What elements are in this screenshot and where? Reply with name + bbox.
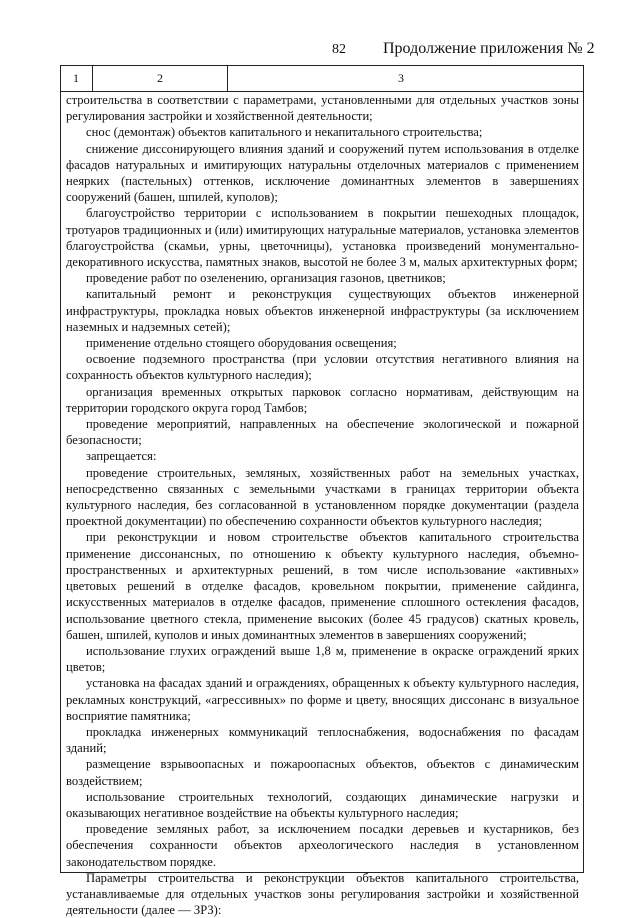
paragraph: проведение строительных, земляных, хозяйственных работ на земельных участках, непосредственно связанных с земельными участками в границах территории объекта культурного наследия, без согласованной в установленном порядке документации (раздела проектной документации) по обеспечению сохранности объектов культурного наследия; — [66, 465, 579, 529]
paragraph: прокладка инженерных коммуникаций теплоснабжения, водоснабжения по фасадам зданий; — [66, 724, 579, 756]
paragraph: снижение диссонирующего влияния зданий и сооружений путем использования в отделке фасадов натуральных и имитирующих натуральны отделочных материалов с применением неярких (пастельных) оттенков, исключение доминантных элементов в завершениях сооружений (башен, шпилей, куполов); — [66, 141, 579, 205]
paragraph: размещение взрывоопасных и пожароопасных объектов, объектов с динамическим воздействием; — [66, 757, 579, 788]
column-2-number: 2 — [157, 71, 163, 85]
paragraph: строительства в соответствии с параметрами, установленными для отдельных участков зоны регулирования застройки и хозяйственной деятельности; — [66, 93, 579, 124]
paragraph: проведение мероприятий, направленных на обеспечение экологической и пожарной безопасности; — [66, 417, 579, 448]
column-divider — [227, 66, 228, 91]
paragraph: организация временных открытых парковок согласно нормативам, действующим на территории городского округа город Тамбов; — [66, 384, 579, 415]
paragraph: использование глухих ограждений выше 1,8 м, применение в окраске ограждений ярких цветов; — [66, 643, 579, 675]
paragraph: снос (демонтаж) объектов капитального и некапитального строительства; — [86, 125, 483, 140]
column-number-row — [61, 66, 583, 92]
paragraph: использование строительных технологий, создающих динамические нагрузки и оказывающих негативное воздействие на объекты культурного наследия; — [66, 789, 579, 820]
column-divider — [92, 66, 93, 91]
paragraph: запрещается: — [86, 449, 157, 464]
paragraph: благоустройство территории с использованием в покрытии пешеходных площадок, тротуаров традиционных и (или) имитирующих натуральные материалов, установка элементов благоустройства (скамьи, урны, цветочницы), установка произведений монументально-декоративного искусства, памятных знаков, высотой не более 3 м, малых архитектурных форм; — [66, 206, 579, 270]
paragraph: капитальный ремонт и реконструкция существующих объектов инженерной инфраструктуры, прокладка новых объектов инженерной инфраструктуры (за исключением наземных и надземных сетей); — [66, 287, 579, 334]
paragraph: проведение земляных работ, за исключением посадки деревьев и кустарников, без обеспечения сохранности объектов археологического наследия в установленном законодательством порядке. — [66, 822, 579, 869]
paragraph: установка на фасадах зданий и ограждениях, обращенных к объекту культурного наследия, рекламных конструкций, «агрессивных» по форме и цвету, вносящих диссонанс в визуальное восприятие памятника; — [66, 676, 579, 723]
paragraph: применение отдельно стоящего оборудования освещения; — [86, 336, 397, 351]
paragraph: при реконструкции и новом строительстве объектов капитального строительства применение диссонансных, по отношению к объекту культурного наследия, объемно-пространственных и архитектурных решений, в том числе использование «активных» цветовых решений в отделке фасадов, кровельном покрытии, применение сайдинга, искусственных материалов в отделке фасадов, применение сплошного остекления фасадов, использование цветного стекла, применение высоких (более 45 градусов) скатных кровель, башен, шпилей, куполов и иных доминантных элементов в завершениях сооружений; — [66, 530, 579, 642]
column-3-number: 3 — [398, 71, 404, 85]
appendix-title: Продолжение приложения № 2 — [383, 40, 595, 57]
paragraph: освоение подземного пространства (при условии отсутствия негативного влияния на сохранность объектов культурного наследия); — [66, 352, 579, 383]
paragraph: Параметры строительства и реконструкции объектов капитального строительства, устанавливаемые для отдельных участков зоны регулирования застройки и хозяйственной деятельности (далее — ЗРЗ): — [66, 870, 579, 918]
page-number: 82 — [332, 42, 346, 57]
document-body — [66, 92, 579, 918]
column-1-number: 1 — [73, 71, 79, 85]
paragraph: проведение работ по озеленению, организация газонов, цветников; — [86, 271, 446, 286]
